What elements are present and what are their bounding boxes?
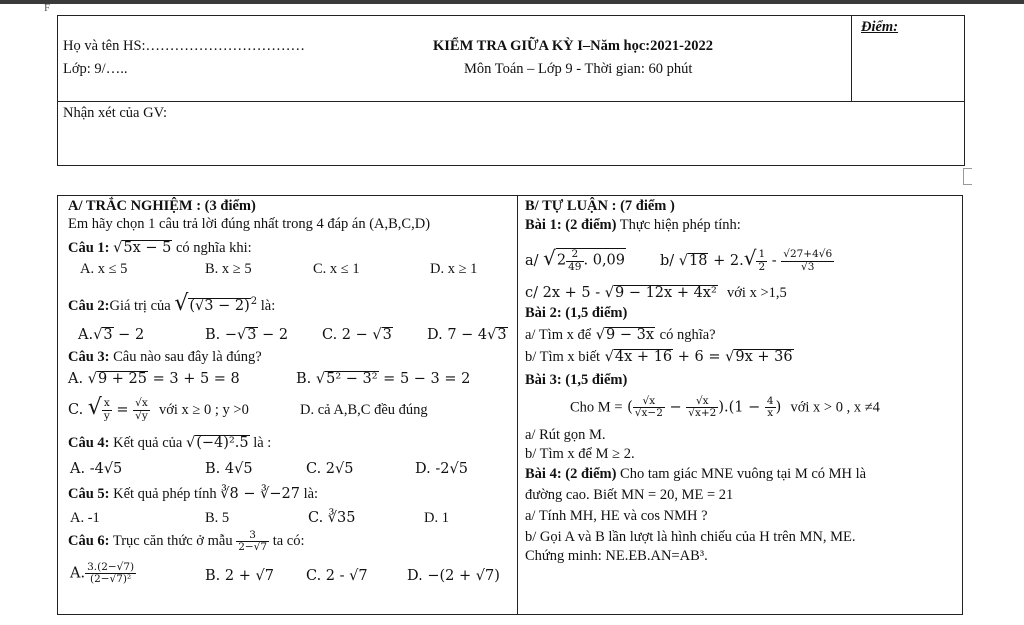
section-a-title: A/ TRẮC NGHIỆM : (3 điểm) [68,198,256,214]
exam-subtitle: Môn Toán – Lớp 9 - Thời gian: 60 phút [464,61,693,77]
bai3-heading: Bài 3: (1,5 điểm) [525,372,628,388]
q1-tail: có nghĩa khi: [176,240,252,256]
q6-option-a: A. $\frac{3.(2-√7)}{\text{(2−√7)²}}$ [70,561,135,586]
q6-label: Câu 6: [68,532,110,549]
q6-option-b: B. 2 + √7 [205,568,274,584]
q6-tail: ta có: [272,532,305,549]
q5-label: Câu 5: [68,486,110,502]
header-box [57,15,965,102]
q4-option-c: C. 2√5 [306,461,354,477]
margin-corner-mark [963,168,972,185]
question-5 [68,486,318,503]
table-divider [517,195,518,615]
section-b-title: B/ TỰ LUẬN : (7 điểm ) [525,198,675,214]
teacher-comment-label: Nhận xét của GV: [63,105,168,121]
student-name-label: Họ và tên HS:…………………………… [63,38,306,54]
bai1-part-a: a/ √2 $\frac{2}{49}$ . 0,09 [525,246,626,273]
bai3-part-b: b/ Tìm x để M ≥ 2. [525,446,635,462]
question-2 [68,291,275,316]
bai2-part-b: b/ Tìm x biết √4x + 16 + 6 = √9x + 36 [525,349,793,365]
window-top-bar [0,0,1024,4]
score-label: Điểm: [861,19,899,35]
q2-text: Giá trị của [109,298,171,314]
bai2-heading: Bài 2: (1,5 điểm) [525,305,628,321]
bai1-part-c: c/ 2x + 5 - √9 − 12x + 4x² với x >1,5 [525,285,787,301]
q5-text: Kết quả phép tính [113,486,217,502]
q4-option-b: B. 4√5 [205,461,253,477]
bai1-heading: Bài 1: (2 điểm) Thực hiện phép tính: [525,217,741,233]
q3-label: Câu 3: [68,349,110,365]
bai3-expression: Cho M = ( $\frac{√x}{√x-2}$ − $\frac{√x}{√x+2}$ ).(1 − $\frac{4}{x}$ ) với x > 0 , x ≠4 [570,395,880,420]
q2-option-d: D. 7 − 4√3 [427,327,507,343]
q3-option-c: C. √ $\frac{x}{y}$ = $\frac{√x}{√y}$ với x ≥ 0 ; y >0 [68,395,249,422]
q4-expression: √(−4)².5 [186,435,249,451]
q5-option-b: B. 5 [205,510,230,526]
bai4-part-b: b/ Gọi A và B lần lượt là hình chiếu của H trên MN, ME. [525,529,856,545]
class-label: Lớp: 9/….. [63,61,128,77]
q6-text: Trục căn thức ở mẫu [112,532,233,549]
q5-option-d: D. 1 [424,510,449,526]
q1-label: Câu 1: [68,240,110,256]
q3-option-b: B. √5² − 3² = 5 − 3 = 2 [296,371,471,387]
q2-expression: $√(√3 - 2)^2$ [174,291,258,316]
bai4-given: đường cao. Biết MN = 20, ME = 21 [525,487,734,503]
question-3 [68,349,262,366]
bai4-proof: Chứng minh: NE.EB.AN=AB³. [525,548,708,564]
q3-option-a: A. √9 + 25 = 3 + 5 = 8 [68,371,240,387]
q5-option-c: C. ∛35 [308,510,356,526]
question-4 [68,435,271,452]
q4-text: Kết quả của [113,435,183,451]
q2-tail: là: [260,298,276,314]
q2-label: Câu 2: [68,298,110,314]
exam-title: KIỂM TRA GIỮA KỲ I–Năm học:2021-2022 [433,38,713,54]
q4-label: Câu 4: [68,435,110,451]
bai1-part-b: b/ √18 + 2.√ $\frac{1}{2}$ - $\frac{√27+4√6}{√3}$ [660,246,833,273]
q5-expression: ∛8 − ∛−27 [220,486,300,502]
q4-tail: là : [253,435,272,451]
q5-tail: là: [303,486,319,502]
q1-option-a: A. x ≤ 5 [80,261,128,277]
q6-option-c: C. 2 - √7 [306,568,368,584]
q1-option-b: B. x ≥ 5 [205,261,252,277]
q5-option-a: A. -1 [70,510,100,526]
q1-expression: √5x − 5 [113,240,172,256]
q1-option-c: C. x ≤ 1 [313,261,360,277]
q2-option-b: B. −√3 − 2 [205,327,289,343]
q4-option-d: D. -2√5 [415,461,468,477]
q3-text: Câu nào sau đây là đúng? [113,349,262,365]
question-1 [68,240,252,257]
q3-option-d: D. cả A,B,C đều đúng [300,402,428,418]
q6-fraction: $\frac{3}{2-√7}$ [238,529,268,554]
q6-option-d: D. −(2 + √7) [407,568,500,584]
bai3-part-a: a/ Rút gọn M. [525,427,606,443]
comment-box [57,101,965,166]
instruction: Em hãy chọn 1 câu trả lời đúng nhất trong 4 đáp án (A,B,C,D) [68,216,431,232]
bai2-part-a: a/ Tìm x để √9 − 3x có nghĩa? [525,327,716,343]
question-6 [68,530,305,553]
bai4-heading: Bài 4: (2 điểm) Cho tam giác MNE vuông tại M có MH là [525,466,867,482]
q4-option-a: A. -4√5 [70,461,123,477]
q2-option-c: C. 2 − √3 [322,327,392,343]
page-corner-mark: F [44,2,51,14]
bai4-part-a: a/ Tính MH, HE và cos NMH ? [525,508,708,524]
q1-option-d: D. x ≥ 1 [430,261,478,277]
q2-option-a: A.√3 − 2 [78,327,145,343]
